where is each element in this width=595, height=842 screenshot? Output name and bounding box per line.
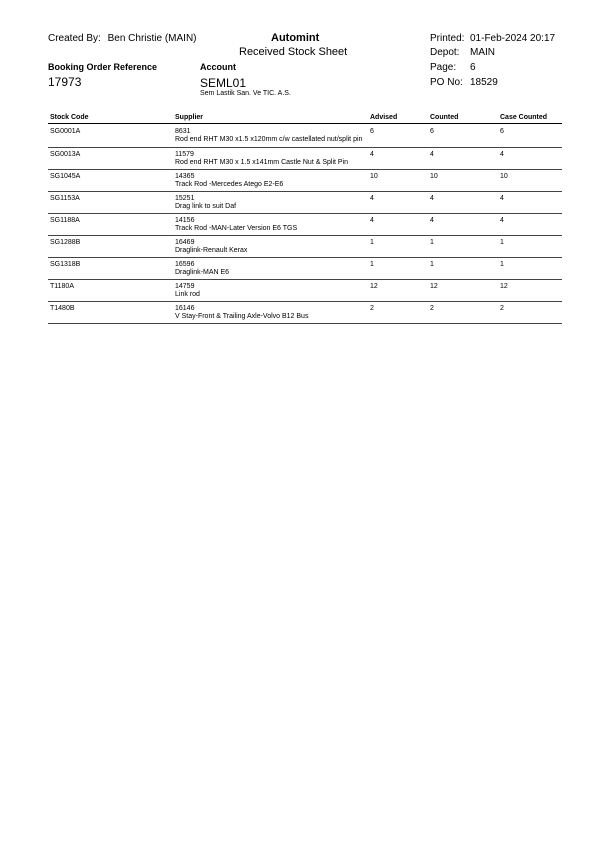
row-stock-code: SG0013A	[50, 151, 81, 158]
row-supplier-code: 16469	[175, 239, 195, 246]
row-rule	[48, 323, 562, 324]
row-stock-code: SG1288B	[50, 239, 81, 246]
printed-value: 01-Feb-2024 20:17	[470, 33, 556, 44]
row-rule	[48, 191, 562, 192]
po-label: PO No:	[430, 77, 463, 88]
row-counted: 12	[430, 283, 438, 290]
account-name: Sem Lastik San. Ve TIC. A.S.	[200, 90, 291, 97]
row-stock-code: SG1318B	[50, 261, 81, 268]
booking-ref-label: Booking Order Reference	[48, 62, 158, 72]
row-advised: 6	[370, 128, 374, 135]
col-supplier: Supplier	[175, 114, 204, 121]
created-by-value: Ben Christie (MAIN)	[107, 33, 197, 44]
row-stock-code: SG1045A	[50, 173, 81, 180]
row-counted: 6	[430, 128, 434, 135]
col-advised: Advised	[370, 114, 398, 121]
row-case-counted: 2	[500, 305, 504, 312]
created-by-label: Created By:	[48, 33, 101, 44]
row-case-counted: 12	[500, 283, 508, 290]
row-stock-code: T1480B	[50, 305, 75, 312]
row-rule	[48, 147, 562, 148]
row-advised: 4	[370, 151, 374, 158]
row-case-counted: 1	[500, 261, 504, 268]
row-rule	[48, 169, 562, 170]
row-rule	[48, 301, 562, 302]
row-case-counted: 4	[500, 195, 504, 202]
row-supplier-code: 8631	[175, 128, 191, 135]
col-counted: Counted	[430, 114, 459, 121]
po-value: 18529	[470, 77, 498, 88]
row-advised: 4	[370, 195, 374, 202]
account-value: SEML01	[200, 76, 247, 90]
page-label: Page:	[430, 62, 457, 73]
row-description: V Stay-Front & Trailing Axle-Volvo B12 Bus	[175, 313, 309, 320]
row-advised: 4	[370, 217, 374, 224]
depot-value: MAIN	[470, 47, 495, 58]
row-counted: 4	[430, 217, 434, 224]
row-description: Drag link to suit Daf	[175, 203, 237, 210]
row-supplier-code: 14365	[175, 173, 195, 180]
row-stock-code: SG1153A	[50, 195, 80, 202]
col-case-counted: Case Counted	[500, 114, 548, 121]
row-counted: 1	[430, 261, 434, 268]
row-stock-code: SG0001A	[50, 128, 81, 135]
row-description: Track Rod -Mercedes Atego E2-E6	[175, 181, 284, 188]
row-description: Rod end RHT M30 x 1.5 x141mm Castle Nut & Split Pin	[175, 159, 349, 166]
row-advised: 12	[370, 283, 378, 290]
row-counted: 4	[430, 151, 434, 158]
row-supplier-code: 16146	[175, 305, 195, 312]
row-supplier-code: 15251	[175, 195, 195, 202]
row-case-counted: 1	[500, 239, 504, 246]
row-rule	[48, 257, 562, 258]
col-stock-code: Stock Code	[50, 114, 89, 121]
row-counted: 2	[430, 305, 434, 312]
row-description: Draglink-Renault Kerax	[175, 247, 248, 254]
row-supplier-code: 14156	[175, 217, 195, 224]
row-counted: 10	[430, 173, 438, 180]
row-description: Draglink-MAN E6	[175, 269, 230, 276]
page-value: 6	[470, 62, 476, 73]
row-description: Track Rod -MAN-Later Version E6 TGS	[175, 225, 298, 232]
row-supplier-code: 11579	[175, 151, 194, 158]
row-case-counted: 4	[500, 217, 504, 224]
row-stock-code: SG1188A	[50, 217, 80, 224]
created-by	[48, 33, 197, 44]
row-counted: 1	[430, 239, 434, 246]
row-supplier-code: 16596	[175, 261, 195, 268]
row-advised: 1	[370, 261, 374, 268]
row-description: Link rod	[175, 291, 200, 298]
document-title: Received Stock Sheet	[239, 46, 348, 58]
header-rule	[48, 123, 562, 124]
row-rule	[48, 235, 562, 236]
account-label: Account	[200, 62, 236, 72]
row-description: Rod end RHT M30 x1.5 x120mm c/w castellated nut/split pin	[175, 136, 363, 143]
printed-label: Printed:	[430, 33, 465, 44]
depot-label: Depot:	[430, 47, 460, 58]
company-name: Automint	[271, 32, 320, 44]
row-supplier-code: 14759	[175, 283, 195, 290]
row-stock-code: T1180A	[50, 283, 74, 290]
row-advised: 2	[370, 305, 374, 312]
row-case-counted: 6	[500, 128, 504, 135]
row-advised: 10	[370, 173, 378, 180]
row-case-counted: 4	[500, 151, 504, 158]
row-case-counted: 10	[500, 173, 508, 180]
row-counted: 4	[430, 195, 434, 202]
row-advised: 1	[370, 239, 374, 246]
row-rule	[48, 213, 562, 214]
row-rule	[48, 279, 562, 280]
booking-ref-value: 17973	[48, 75, 82, 89]
